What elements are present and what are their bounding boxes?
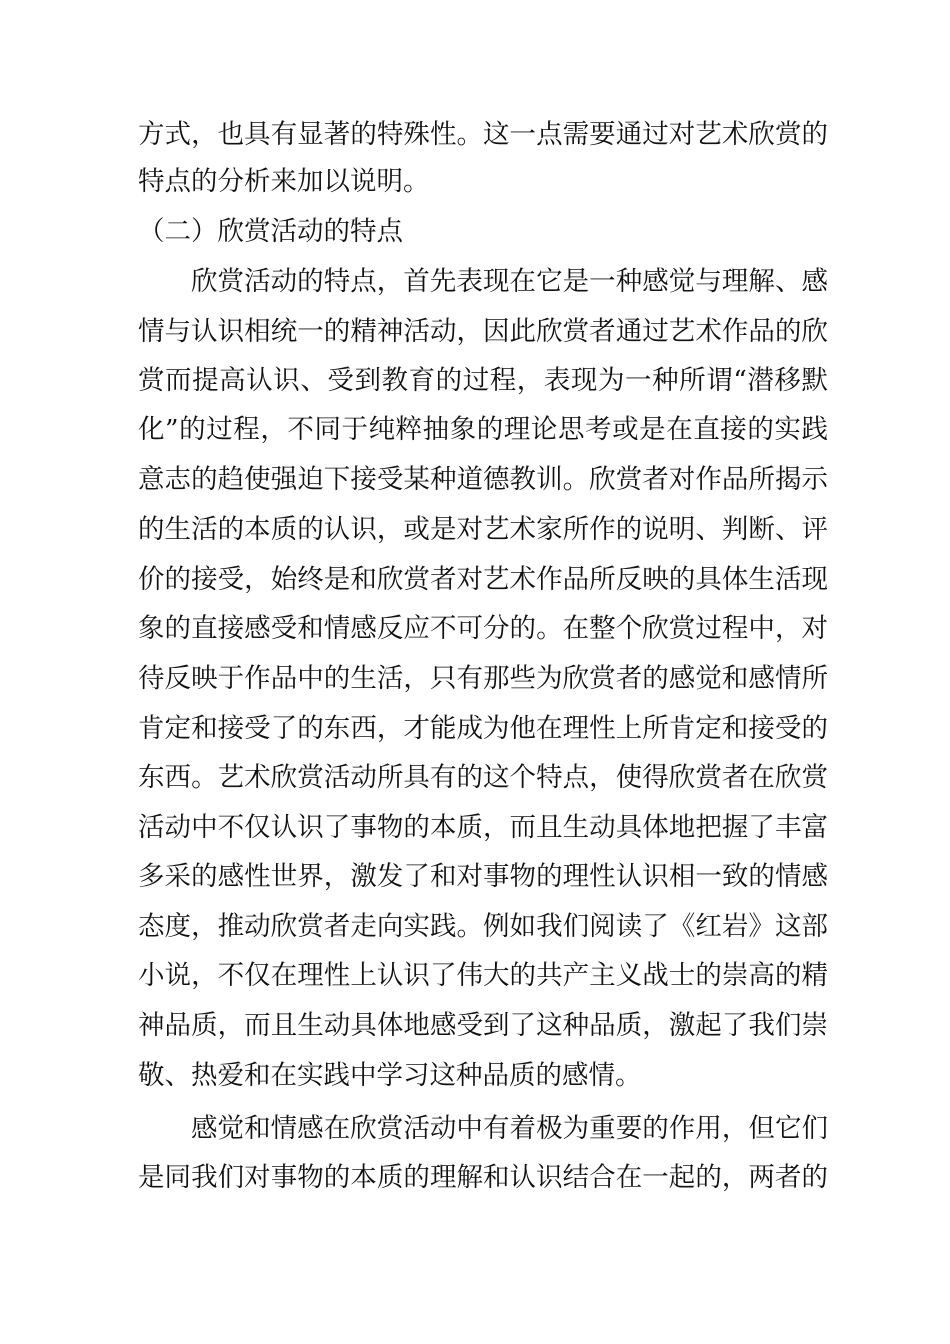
text-line: 态度，推动欣赏者走向实践。例如我们阅读了《红岩》这部: [138, 911, 828, 942]
text-line: 东西。艺术欣赏活动所具有的这个特点，使得欣赏者在欣赏: [138, 762, 828, 793]
text-line: 是同我们对事物的本质的理解和认识结合在一起的，两者的: [138, 1162, 828, 1193]
text-line: 待反映于作品中的生活，只有那些为欣赏者的感觉和感情所: [138, 663, 828, 694]
text-line: 赏而提高认识、受到教育的过程，表现为一种所谓“潜移默: [138, 365, 828, 396]
text-line: 的生活的本质的认识，或是对艺术家所作的说明、判断、评: [138, 514, 828, 545]
section-heading: （二）欣赏活动的特点: [138, 216, 403, 247]
paragraph-first-line: 感觉和情感在欣赏活动中有着极为重要的作用，但它们: [191, 1113, 828, 1144]
text-line: 多采的感性世界，激发了和对事物的理性认识相一致的情感: [138, 861, 828, 892]
paragraph-first-line: 欣赏活动的特点，首先表现在它是一种感觉与理解、感: [191, 266, 828, 297]
text-line: 象的直接感受和情感反应不可分的。在整个欣赏过程中，对: [138, 613, 828, 644]
text-line: 化”的过程，不同于纯粹抽象的理论思考或是在直接的实践: [138, 414, 828, 445]
text-line: 价的接受，始终是和欣赏者对艺术作品所反映的具体生活现: [138, 564, 828, 595]
text-line: 方式，也具有显著的特殊性。这一点需要通过对艺术欣赏的: [138, 119, 828, 150]
text-line: 特点的分析来加以说明。: [138, 166, 430, 197]
text-line: 情与认识相统一的精神活动，因此欣赏者通过艺术作品的欣: [138, 316, 828, 347]
text-line: 活动中不仅认识了事物的本质，而且生动具体地把握了丰富: [138, 812, 828, 843]
text-line: 意志的趋使强迫下接受某种道德教训。欣赏者对作品所揭示: [138, 464, 828, 495]
text-line: 小说，不仅在理性上认识了伟大的共产主义战士的崇高的精: [138, 960, 828, 991]
text-line: 神品质，而且生动具体地感受到了这种品质，激起了我们崇: [138, 1010, 828, 1041]
text-line: 敬、热爱和在实践中学习这种品质的感情。: [138, 1060, 642, 1091]
text-line: 肯定和接受了的东西，才能成为他在理性上所肯定和接受的: [138, 713, 828, 744]
